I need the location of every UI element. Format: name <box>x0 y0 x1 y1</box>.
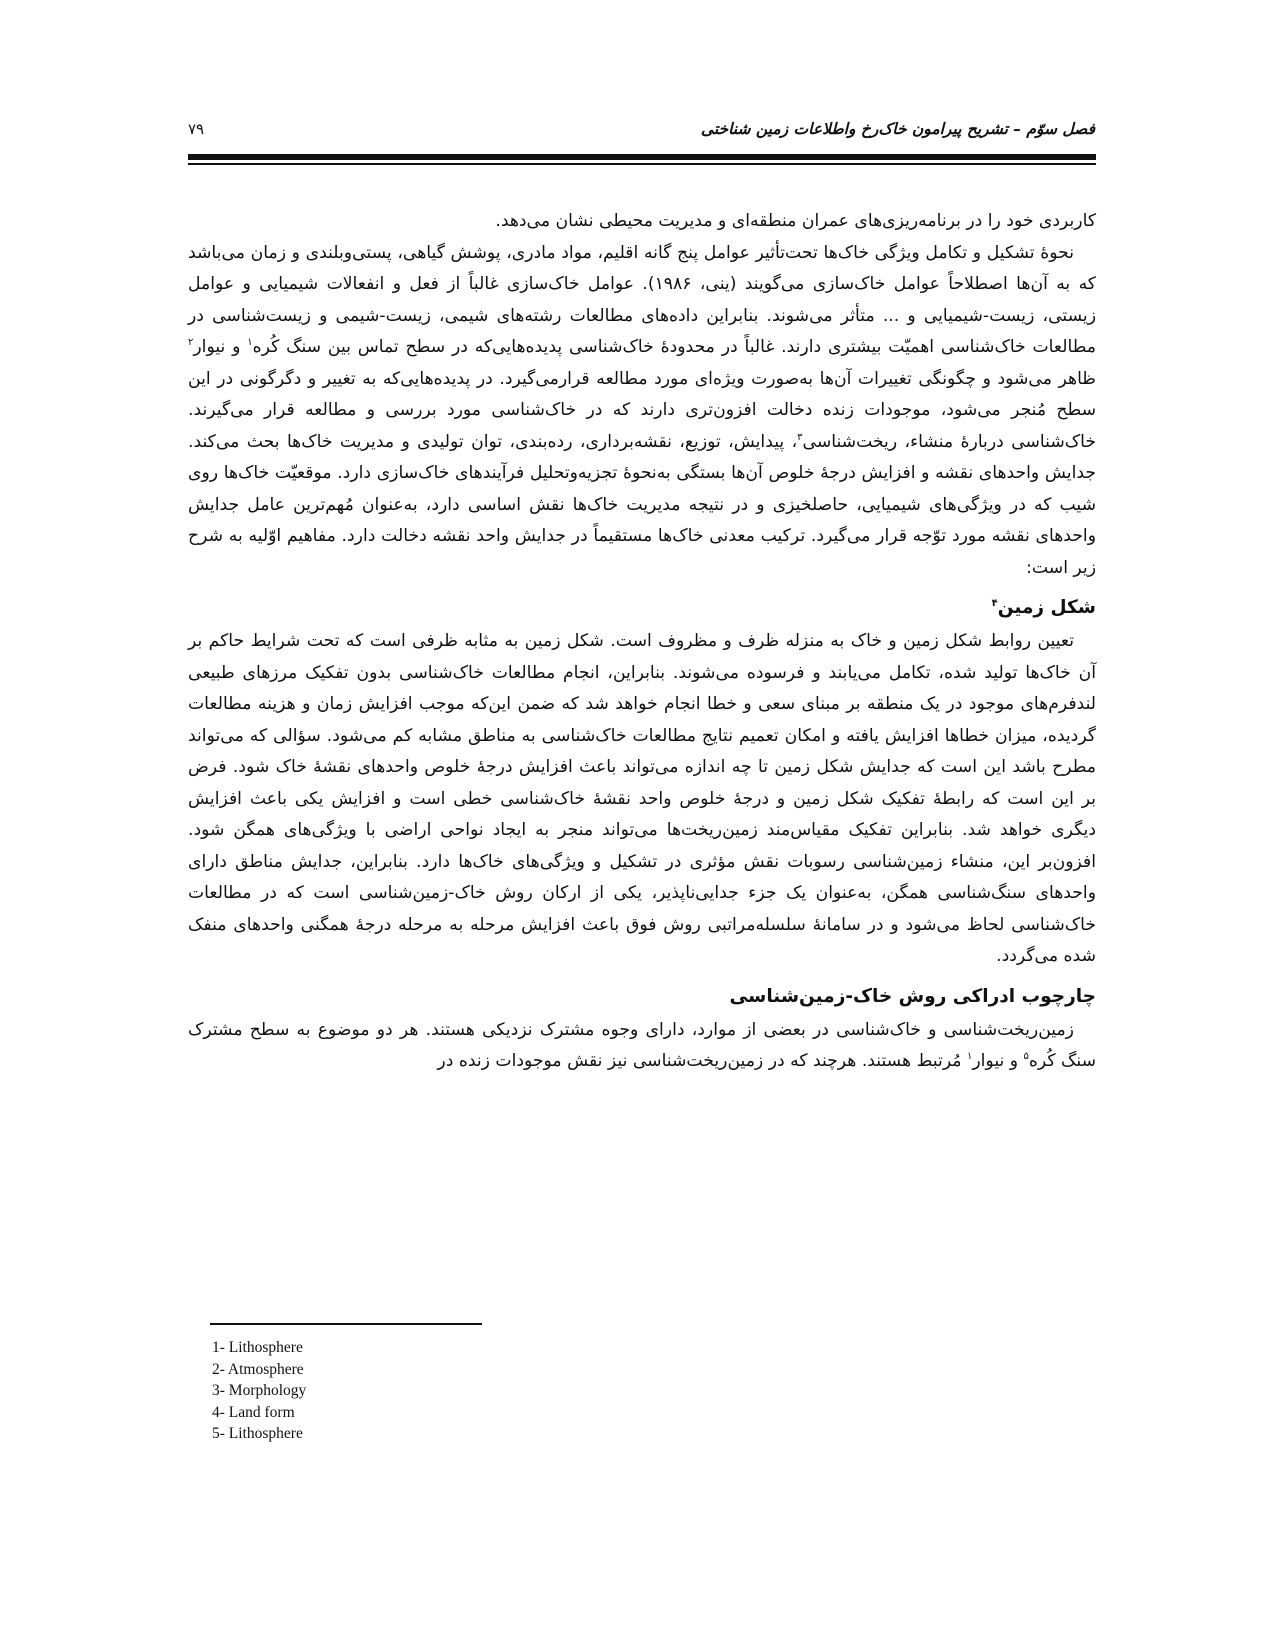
section-heading-framework: چارچوب ادراکی روش خاک-زمین‌شناسی <box>729 985 1096 1007</box>
section-heading-landform <box>188 592 1096 624</box>
footnote-item: 4- Land form <box>212 1403 295 1421</box>
page-number: ۷۹ <box>188 120 205 138</box>
paragraph-1: کاربردی خود را در برنامه‌ریزی‌های عمران منطقه‌ای و مدیریت محیطی نشان می‌دهد. <box>495 211 1096 231</box>
paragraph-2-text-c: ظاهر می‌شود و چگونگی تغییرات آن‌ها به‌صورت ویژه‌ای مورد مطالعه قرارمی‌گیرد. در پدیده‌هایی‌که به تغییر و دگرگونی در این سطح مُنجر می‌شود، موجودات زنده دخالت افزون‌تری دارند که در خاک‌شناسی مورد بررسی و مطالعه قرار می‌گیرند. خاک‌شناسی دربارهٔ منشاء، ریخت‌شناسی <box>188 368 1096 452</box>
footnote-item: 1- Lithosphere <box>212 1339 303 1356</box>
paragraph-3: تعیین روابط شکل زمین و خاک به منزله ظرف و مظروف است. شکل زمین به مثابه ظرفی است که تحت شرایط حاکم بر آن خاک‌ها تولید شده، تکامل می‌یابند و فرسوده می‌شوند. بنابراین، انجام مطالعات خاک‌شناسی بدون تفکیک مرزهای طبیعی لندفرم‌های موجود در یک منطقه بر مبنای سعی و خطا انجام خواهد شد که ضمن این‌که موجب افزایش زمان و هزینه مطالعات گردیده، میزان خطاها افزایش یافته و امکان تعمیم نتایج مطالعات خاک‌شناسی به مناطق مشابه کم می‌شود. سؤالی که می‌تواند مطرح باشد این است که جدایش شکل زمین تا چه اندازه می‌تواند باعث افزایش درجهٔ خلوص واحدهای نقشهٔ خاک شود. فرض بر این است که رابطهٔ تفکیک شکل زمین و درجهٔ خلوص واحد نقشهٔ خاک‌شناسی خطی است و افزایش یکی باعث افزایش دیگری خواهد شد. بنابراین تفکیک مقیاس‌مند زمین‌ریخت‌ها می‌تواند منجر به ایجاد نواحی اراضی با ویژگی‌های همگن شود. افزون‌بر این، منشاء زمین‌شناسی رسوبات نقش مؤثری در تشکیل و ویژگی‌های خاک‌ها دارد. بنابراین، جدایش مناطق دارای واحدهای سنگ‌شناسی همگن، به‌عنوان یک جزء جدایی‌ناپذیر، یکی از ارکان روش خاک-زمین‌شناسی است که در مطالعات خاک‌شناسی لحاظ می‌شود و در سامانهٔ سلسله‌مراتبی روش فوق باعث افزایش مرحله به مرحله درجهٔ همگنی واحدهای منفک شده می‌گردد. <box>188 631 1096 966</box>
paragraph-4-text-b: و نیوار <box>972 1051 1024 1071</box>
footnote-ref-4: ۴ <box>991 598 998 609</box>
footnote-item: 5- Lithosphere <box>212 1425 303 1443</box>
paragraph-4-text-c: مُرتبط هستند. هرچند که در زمین‌ریخت‌شناسی نیز نقش موجودات زنده در <box>437 1051 967 1071</box>
footnote-ref-2: ۲ <box>188 337 194 348</box>
paragraph-2-text-d: ، پیدایش، توزیع، نقشه‌برداری، رده‌بندی، توان تولیدی و مدیریت خاک‌ها بحث می‌کند. جدایش واحدهای نقشه و افزایش درجهٔ خلوص آن‌ها بستگی به‌نحوهٔ تجزیه‌وتحلیل فرآیندهای خاک‌سازی دارد. موقعیّت خاک‌ها روی شیب که در ویژگی‌های شیمیایی، حاصلخیزی و در نتیجه مدیریت خاک‌ها نقش اساسی دارد، به‌عنوان مُهم‌ترین عامل جدایش واحدهای نقشه مورد توّجه قرار می‌گیرد. ترکیب معدنی خاک‌ها مستقیماً در جدایش واحد نقشه دخالت دارد. مفاهیم اوّلیه به شرح زیر است: <box>188 431 1096 578</box>
footnote-item: 2- Atmosphere <box>212 1360 304 1378</box>
footnote-ref-1: ۱ <box>247 337 253 348</box>
footnote-ref-5: ۵ <box>1023 1051 1029 1062</box>
header-rule-thick <box>188 154 1096 160</box>
footnote-ref-3: ۳ <box>797 431 803 443</box>
section-heading-landform-text: شکل زمین <box>997 597 1096 618</box>
paragraph-2-text-a: نحوهٔ تشکیل و تکامل ویژگی خاک‌ها تحت‌تأثیر عوامل پنج گانه اقلیم، مواد مادری، پوشش گیاهی، پستی‌وبلندی و زمان می‌باشد که به آن‌ها اصطلاحاً عوامل خاک‌سازی می‌گویند (ینی، ۱۹۸۶). عوامل خاک‌سازی غالباً از فعل و انفعالات شیمیایی و عوامل زیستی، زیست-شیمیایی و ... متأثر می‌شوند. بنابراین داده‌های مطالعات رشته‌های شیمی، زیست-شیمی و زیست‌شناسی در مطالعات خاک‌شناسی اهمیّت بیشتری دارند. غالباً در محدودهٔ خاک‌شناسی پدیده‌هایی‌که در سطح تماس بین سنگ کُره <box>188 242 1096 357</box>
page-body <box>188 206 1096 1078</box>
footnote-ref-6: ۱ <box>966 1051 973 1062</box>
paragraph-4 <box>188 1015 1096 1078</box>
header-rule-thin <box>188 163 1096 165</box>
footnote-item: 3- Morphology <box>212 1382 307 1400</box>
paragraph-4-text-a: زمین‌ریخت‌شناسی و خاک‌شناسی در بعضی از موارد، دارای وجوه مشترک نزدیکی هستند. هر دو موضوع به سطح مشترک سنگ کُره <box>188 1019 1096 1071</box>
footnotes-list <box>212 1337 306 1445</box>
paragraph-2-text-b: و نیوار <box>193 337 248 357</box>
page-header <box>188 116 1095 152</box>
paragraph-2 <box>188 238 1096 585</box>
chapter-title: فصل سوّم – تشریح پیرامون خاک‌رخ واطلاعات زمین شناختی <box>700 120 1095 138</box>
footnote-rule <box>210 1323 482 1325</box>
